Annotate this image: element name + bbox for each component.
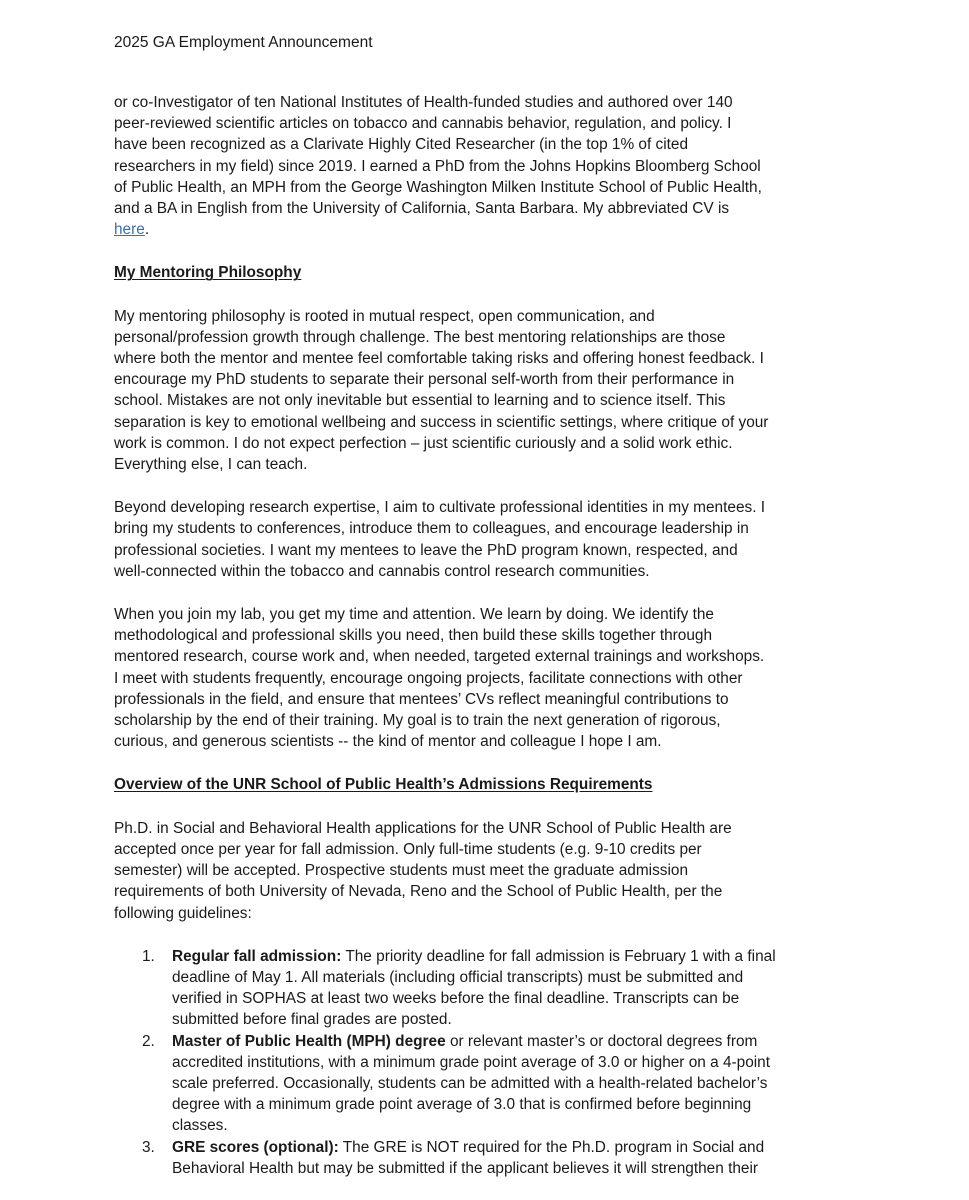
- text-line: [172, 946, 864, 967]
- text-line: Everything else, I can teach.: [114, 456, 308, 474]
- guidelines-list: [114, 946, 864, 1179]
- mentoring-paragraph-2: [114, 497, 864, 582]
- text-line: requirements of both University of Nevada, Reno and the School of Public Health, per the: [114, 883, 723, 901]
- admissions-paragraph: [114, 818, 864, 924]
- mentoring-paragraph-1: [114, 306, 864, 476]
- text-line: have been recognized as a Clarivate Highly Cited Researcher (in the top 1% of cited: [114, 136, 689, 154]
- text-line: scholarship by the end of their training. My goal is to train the next generation of rigorous,: [114, 712, 721, 730]
- text-line: accepted once per year for fall admission. Only full-time students (e.g. 9-10 credits per: [114, 840, 702, 858]
- text-line: Ph.D. in Social and Behavioral Health applications for the UNR School of Public Health are: [114, 819, 732, 837]
- text-line: semester) will be accepted. Prospective students must meet the graduate admission: [114, 862, 689, 880]
- text-line: professional societies. I want my mentees to leave the PhD program known, respected, and: [114, 541, 738, 559]
- text-line: When you join my lab, you get my time and attention. We learn by doing. We identify the: [114, 606, 714, 624]
- text-line: and a BA in English from the University of California, Santa Barbara. My abbreviated CV is: [114, 200, 730, 218]
- text-line: bring my students to conferences, introduce them to colleagues, and encourage leadership in: [114, 520, 749, 538]
- guideline-title: Regular fall admission:: [172, 947, 342, 965]
- admissions-heading: Overview of the UNR School of Public Health’s Admissions Requirements: [114, 776, 653, 794]
- text-line: submitted before final grades are posted.: [172, 1011, 452, 1029]
- list-number: 1.: [142, 947, 155, 965]
- guideline-title: Master of Public Health (MPH) degree: [172, 1032, 446, 1050]
- text-line: mentored research, course work and, when needed, targeted external trainings and workshops.: [114, 648, 765, 666]
- text-line: [172, 1137, 864, 1158]
- document-body: [114, 92, 864, 1179]
- text-line: Behavioral Health but may be submitted if the applicant believes it will strengthen their: [172, 1159, 759, 1177]
- intro-paragraph: [114, 92, 864, 240]
- text-line: accredited institutions, with a minimum grade point average of 3.0 or higher on a 4-point: [172, 1053, 771, 1071]
- guideline-title: GRE scores (optional):: [172, 1138, 339, 1156]
- text-line: personal/profession growth through challenge. The best mentoring relationships are those: [114, 328, 726, 346]
- text-line: scale preferred. Occasionally, students can be admitted with a health-related bachelor’s: [172, 1074, 768, 1092]
- guideline-item-mph-degree: [114, 1031, 864, 1137]
- cv-link-suffix: .: [144, 221, 150, 239]
- text-line: [172, 1031, 864, 1052]
- guideline-item-fall-admission: [114, 946, 864, 1031]
- text-line: or co-Investigator of ten National Institutes of Health-funded studies and authored over 140: [114, 94, 733, 111]
- text-line: professionals in the field, and ensure that mentees’ CVs reflect meaningful contributions to: [114, 690, 729, 708]
- text-line: deadline of May 1. All materials (including official transcripts) must be submitted and: [172, 968, 744, 986]
- text-line: where both the mentor and mentee feel comfortable taking risks and offering honest feedback. I: [114, 350, 764, 368]
- text-line: work is common. I do not expect perfection – just scientific curiously and a solid work ethic.: [114, 434, 733, 452]
- cv-link[interactable]: here: [114, 221, 145, 239]
- text-line: classes.: [172, 1117, 228, 1135]
- text-line: [114, 219, 864, 240]
- text-line: Beyond developing research expertise, I aim to cultivate professional identities in my mentees. I: [114, 499, 766, 517]
- mentoring-paragraph-3: [114, 604, 864, 752]
- text-line: degree with a minimum grade point average of 3.0 that is confirmed before beginning: [172, 1096, 752, 1114]
- text-line: well-connected within the tobacco and cannabis control research communities.: [114, 562, 650, 580]
- list-number: 3.: [142, 1138, 155, 1156]
- list-number: 2.: [142, 1032, 155, 1050]
- text-line: I meet with students frequently, encourage ongoing projects, facilitate connections with other: [114, 669, 743, 687]
- text-line: school. Mistakes are not only inevitable but essential to learning and to science itself. This: [114, 392, 726, 410]
- text-line: of Public Health, an MPH from the George Washington Milken Institute School of Public Health,: [114, 178, 762, 196]
- guideline-text: The priority deadline for fall admission is February 1 with a final: [341, 947, 776, 965]
- text-line: encourage my PhD students to separate their personal self-worth from their performance in: [114, 371, 735, 389]
- mentoring-heading: My Mentoring Philosophy: [114, 264, 302, 282]
- text-line: methodological and professional skills you need, then build these skills together through: [114, 627, 713, 645]
- text-line: separation is key to emotional wellbeing and success in scientific settings, where critique of your: [114, 413, 769, 431]
- running-header: 2025 GA Employment Announcement: [114, 34, 373, 51]
- guideline-text: The GRE is NOT required for the Ph.D. program in Social and: [338, 1138, 765, 1156]
- guideline-text: or relevant master’s or doctoral degrees from: [445, 1032, 758, 1050]
- text-line: researchers in my field) since 2019. I earned a PhD from the Johns Hopkins Bloomberg School: [114, 157, 761, 175]
- text-line: curious, and generous scientists -- the kind of mentor and colleague I hope I am.: [114, 733, 662, 751]
- text-line: verified in SOPHAS at least two weeks before the final deadline. Transcripts can be: [172, 990, 740, 1008]
- text-line: My mentoring philosophy is rooted in mutual respect, open communication, and: [114, 307, 655, 325]
- text-line: peer-reviewed scientific articles on tobacco and cannabis behavior, regulation, and policy. I: [114, 115, 732, 133]
- guideline-item-gre-scores: [114, 1137, 864, 1179]
- text-line: following guidelines:: [114, 904, 252, 922]
